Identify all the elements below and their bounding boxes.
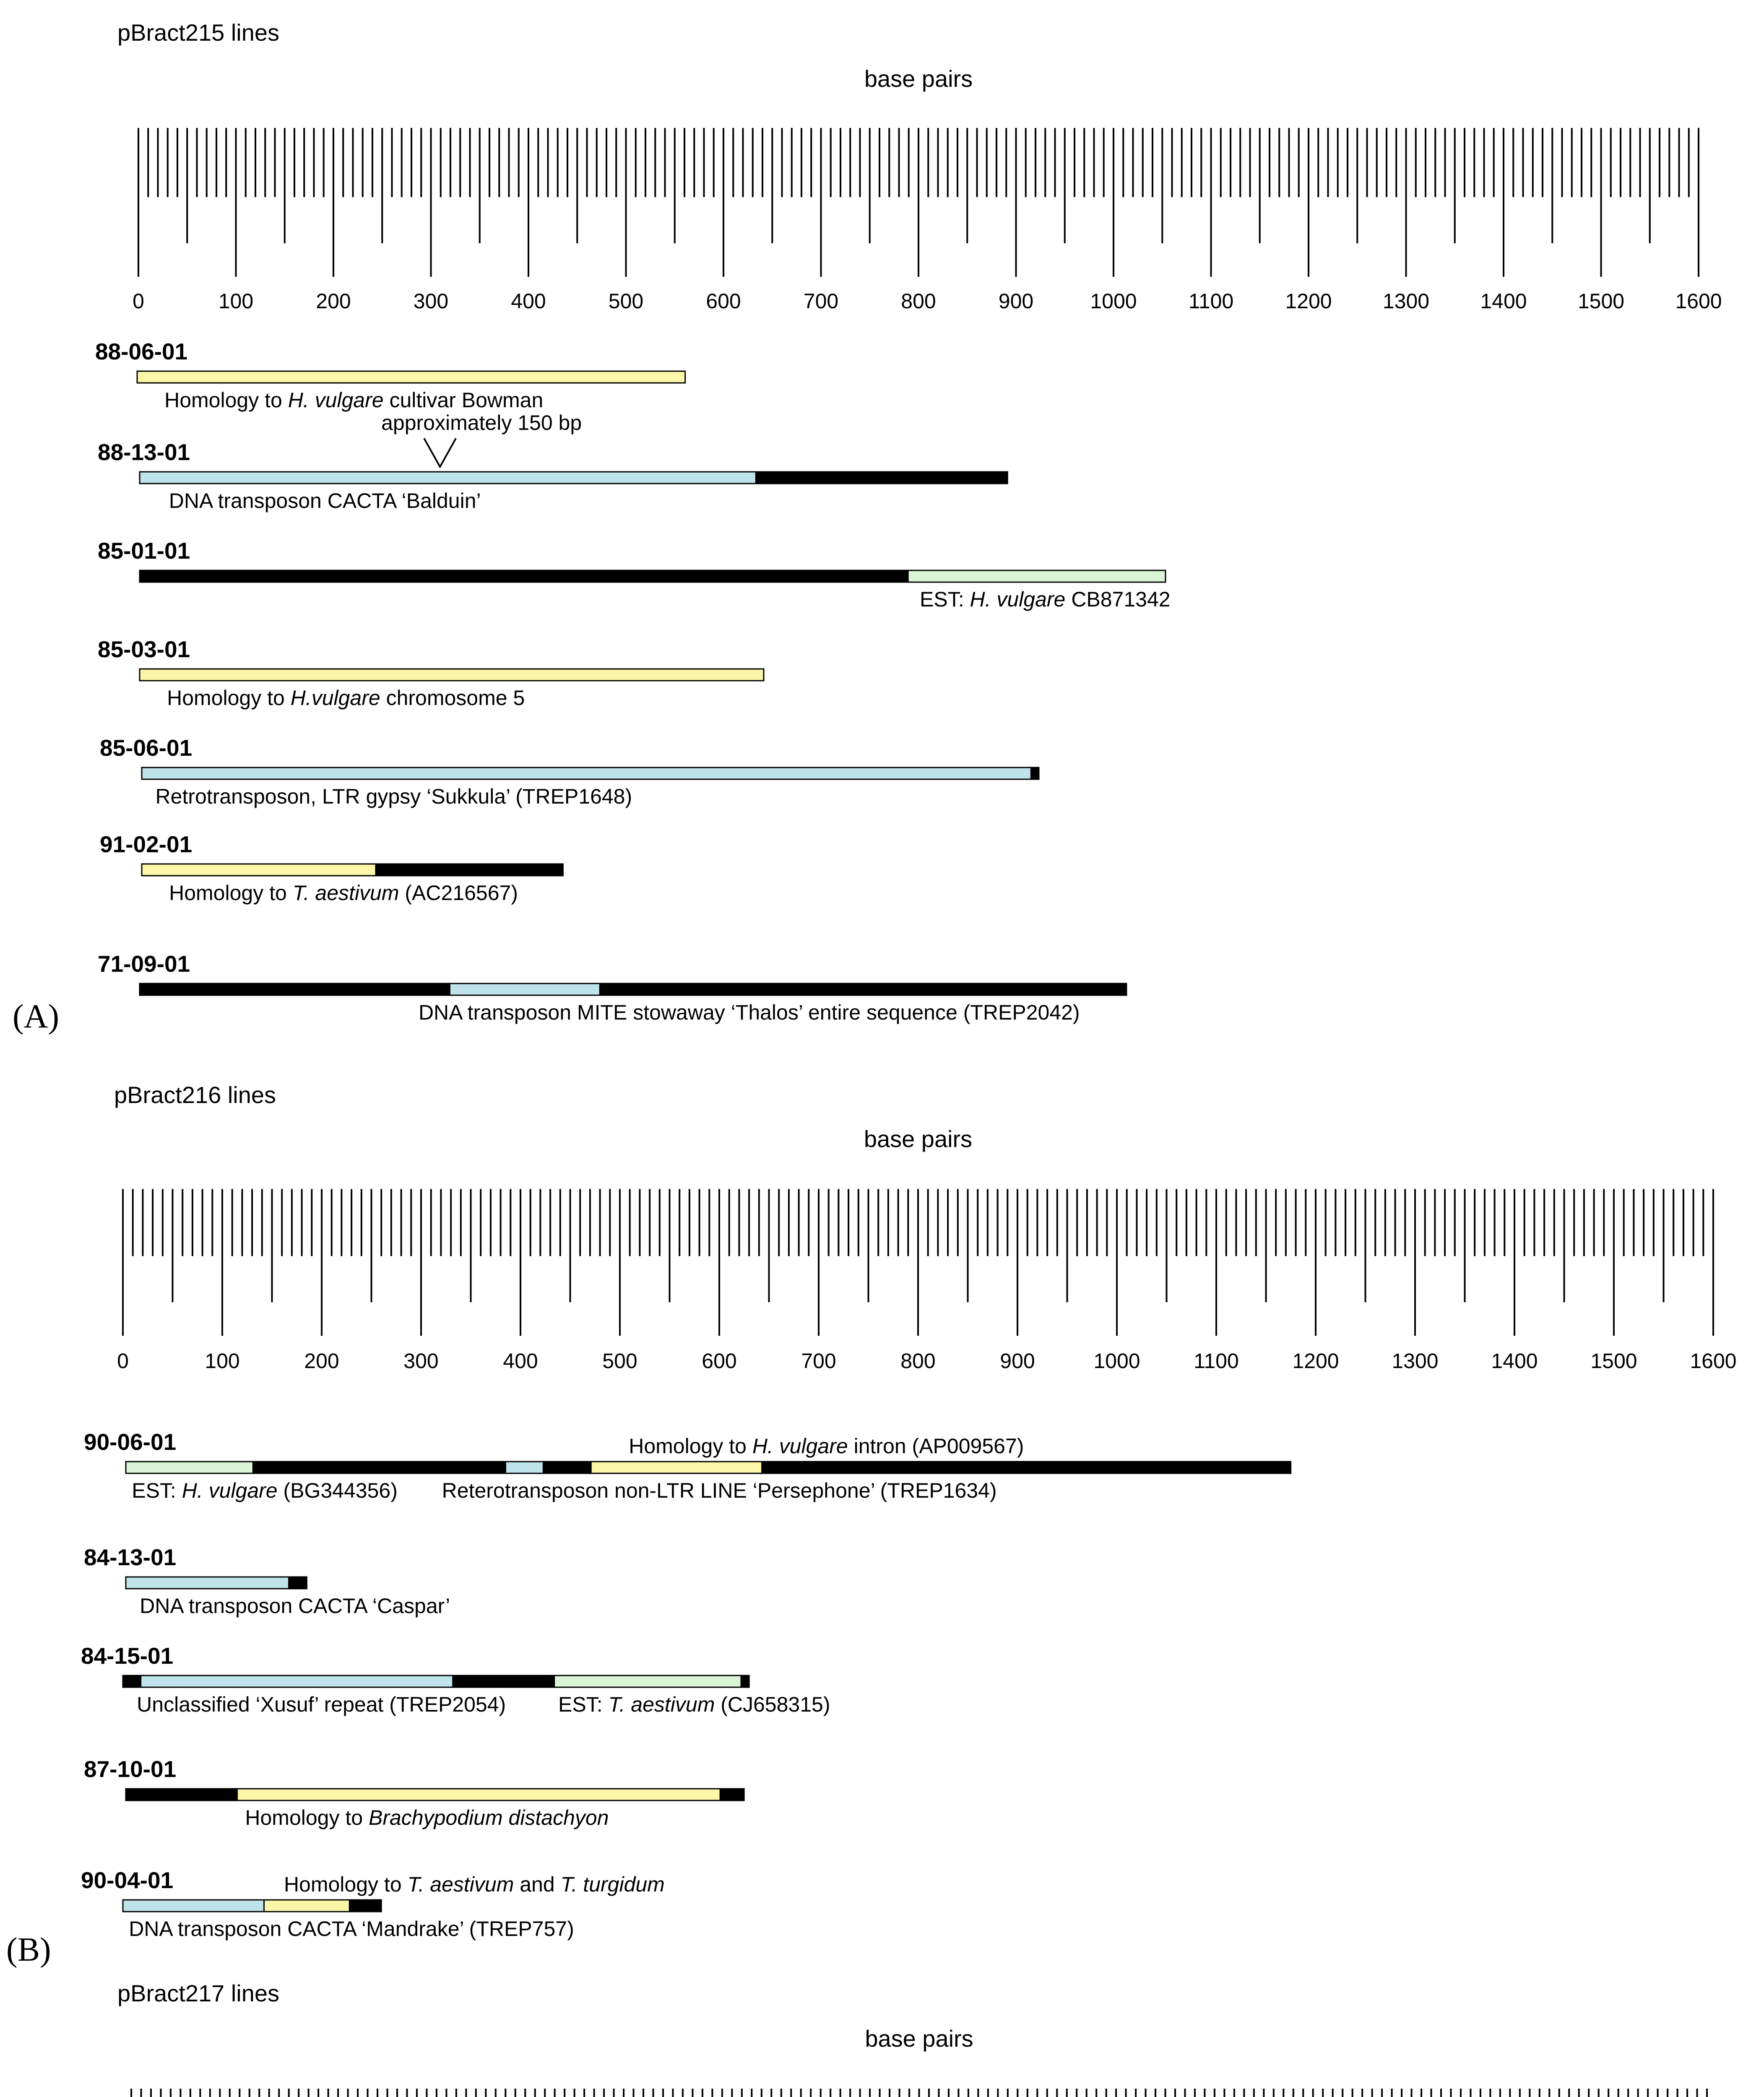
line-name: 71-09-01	[98, 951, 190, 977]
tick-label: 1600	[1690, 1349, 1737, 1373]
tick-label: 300	[413, 289, 449, 313]
line-84-13-01	[84, 1544, 450, 1618]
ruler	[133, 128, 1722, 313]
tick-label: 200	[304, 1349, 339, 1373]
axis-label: base pairs	[864, 65, 973, 92]
segment-black	[376, 864, 563, 876]
line-name: 84-15-01	[81, 1643, 174, 1669]
panel-b	[6, 1082, 1737, 1968]
line-name: 84-13-01	[84, 1544, 177, 1570]
panel-title: pBract215 lines	[117, 19, 280, 46]
axis-label: base pairs	[864, 1126, 973, 1152]
tick-label: 500	[602, 1349, 637, 1373]
feature-label: Homology to T. aestivum (AC216567)	[169, 881, 518, 905]
feature-label: DNA transposon CACTA ‘Balduin’	[169, 489, 481, 513]
tick-label: 1400	[1491, 1349, 1538, 1373]
line-91-02-01	[100, 831, 563, 905]
line-88-06-01	[95, 338, 685, 412]
ruler	[117, 1189, 1737, 1373]
ruler	[125, 2089, 1730, 2097]
tick-label: 500	[608, 289, 644, 313]
segment-black	[123, 1676, 141, 1687]
segment-black	[720, 1789, 744, 1800]
insertion-marker	[424, 438, 456, 467]
segment-green	[908, 570, 1166, 582]
tick-label: 0	[117, 1349, 129, 1373]
tick-label: 1100	[1194, 1349, 1239, 1373]
segment-black	[126, 1789, 237, 1800]
line-name: 85-06-01	[100, 735, 193, 761]
feature-label: Homology to T. aestivum and T. turgidum	[284, 1873, 665, 1896]
segment-black	[543, 1462, 591, 1473]
tick-label: 1500	[1590, 1349, 1637, 1373]
panel-title: pBract216 lines	[114, 1082, 276, 1108]
segment-green	[554, 1676, 742, 1687]
tick-label: 1000	[1093, 1349, 1140, 1373]
panel-a	[13, 19, 1722, 1035]
line-88-13-01	[98, 411, 1007, 513]
segment-green	[126, 1462, 253, 1473]
feature-label: EST: T. aestivum (CJ658315)	[558, 1693, 830, 1716]
line-85-01-01	[98, 538, 1171, 611]
line-90-06-01	[84, 1429, 1291, 1502]
tick-label: 900	[998, 289, 1034, 313]
tick-label: 900	[1000, 1349, 1035, 1373]
tick-label: 800	[901, 289, 936, 313]
line-name: 87-10-01	[84, 1756, 177, 1782]
axis-label: base pairs	[865, 2025, 973, 2052]
segment-blue	[141, 1676, 453, 1687]
feature-label: DNA transposon CACTA ‘Caspar’	[140, 1594, 450, 1618]
segment-black	[762, 1462, 1291, 1473]
segment-black	[140, 983, 450, 995]
feature-label: DNA transposon MITE stowaway ‘Thalos’ entire sequence (TREP2042)	[418, 1001, 1080, 1024]
segment-yellow	[140, 669, 764, 681]
tick-label: 400	[511, 289, 546, 313]
panel-c	[6, 1980, 1730, 2097]
segment-black	[1031, 768, 1039, 779]
tick-label: 100	[218, 289, 254, 313]
tick-label: 1200	[1292, 1349, 1339, 1373]
segment-blue	[505, 1462, 543, 1473]
tick-label: 1100	[1188, 289, 1234, 313]
line-name: 90-04-01	[81, 1867, 174, 1893]
feature-label: EST: H. vulgare (BG344356)	[132, 1479, 398, 1502]
feature-label: EST: H. vulgare CB871342	[920, 588, 1171, 611]
segment-black	[289, 1577, 307, 1589]
panel-title: pBract217 lines	[117, 1980, 280, 2006]
line-87-10-01	[84, 1756, 744, 1829]
segment-yellow	[142, 864, 376, 876]
segment-black	[349, 1900, 381, 1912]
tick-label: 1300	[1392, 1349, 1439, 1373]
tick-label: 300	[403, 1349, 439, 1373]
feature-label: Homology to H. vulgare cultivar Bowman	[164, 388, 544, 412]
tick-label: 1000	[1090, 289, 1137, 313]
line-name: 90-06-01	[84, 1429, 177, 1455]
line-name: 85-03-01	[98, 636, 190, 662]
feature-label: Retrotransposon, LTR gypsy ‘Sukkula’ (TREP1648)	[155, 785, 632, 808]
tick-label: 800	[900, 1349, 936, 1373]
line-name: 88-13-01	[98, 439, 190, 465]
panel-letter: (B)	[6, 1931, 51, 1968]
segment-yellow	[591, 1462, 762, 1473]
tick-label: 1300	[1382, 289, 1430, 313]
tick-label: 1600	[1675, 289, 1722, 313]
segment-blue	[450, 983, 600, 995]
tick-label: 600	[702, 1349, 737, 1373]
feature-label: Unclassified ‘Xusuf’ repeat (TREP2054)	[137, 1693, 506, 1716]
tick-label: 1200	[1285, 289, 1332, 313]
feature-label: Homology to H. vulgare intron (AP009567)	[629, 1434, 1024, 1458]
line-name: 88-06-01	[95, 338, 188, 364]
tick-label: 700	[803, 289, 839, 313]
segment-black	[253, 1462, 505, 1473]
segment-blue	[140, 472, 756, 484]
insertion-label: approximately 150 bp	[381, 411, 582, 434]
line-90-04-01	[81, 1867, 665, 1941]
tick-label: 400	[503, 1349, 538, 1373]
line-84-15-01	[81, 1643, 830, 1716]
feature-label: Homology to Brachypodium distachyon	[245, 1806, 609, 1829]
line-name: 85-01-01	[98, 538, 190, 564]
tick-label: 200	[316, 289, 351, 313]
panel-letter: (A)	[13, 998, 60, 1035]
tick-label: 0	[133, 289, 144, 313]
segment-black	[756, 472, 1007, 484]
tick-label: 700	[801, 1349, 836, 1373]
segment-black	[453, 1676, 554, 1687]
segment-blue	[123, 1900, 264, 1912]
segment-yellow	[237, 1789, 720, 1800]
tick-label: 1500	[1577, 289, 1625, 313]
tick-label: 100	[205, 1349, 240, 1373]
line-71-09-01	[98, 951, 1127, 1024]
segment-blue	[142, 768, 1031, 779]
segment-yellow	[137, 371, 685, 383]
segment-yellow	[264, 1900, 350, 1912]
feature-label: DNA transposon CACTA ‘Mandrake’ (TREP757)	[129, 1917, 574, 1941]
line-name: 91-02-01	[100, 831, 193, 857]
tick-label: 600	[706, 289, 741, 313]
line-85-03-01	[98, 636, 764, 710]
segment-black	[600, 983, 1126, 995]
feature-label: Reterotransposon non-LTR LINE ‘Persephone’ (TREP1634)	[442, 1479, 997, 1502]
segment-black	[741, 1676, 749, 1687]
tick-label: 1400	[1480, 289, 1527, 313]
line-85-06-01	[100, 735, 1039, 808]
feature-label: Homology to H.vulgare chromosome 5	[167, 686, 525, 710]
segment-black	[140, 570, 908, 582]
segment-blue	[126, 1577, 289, 1589]
